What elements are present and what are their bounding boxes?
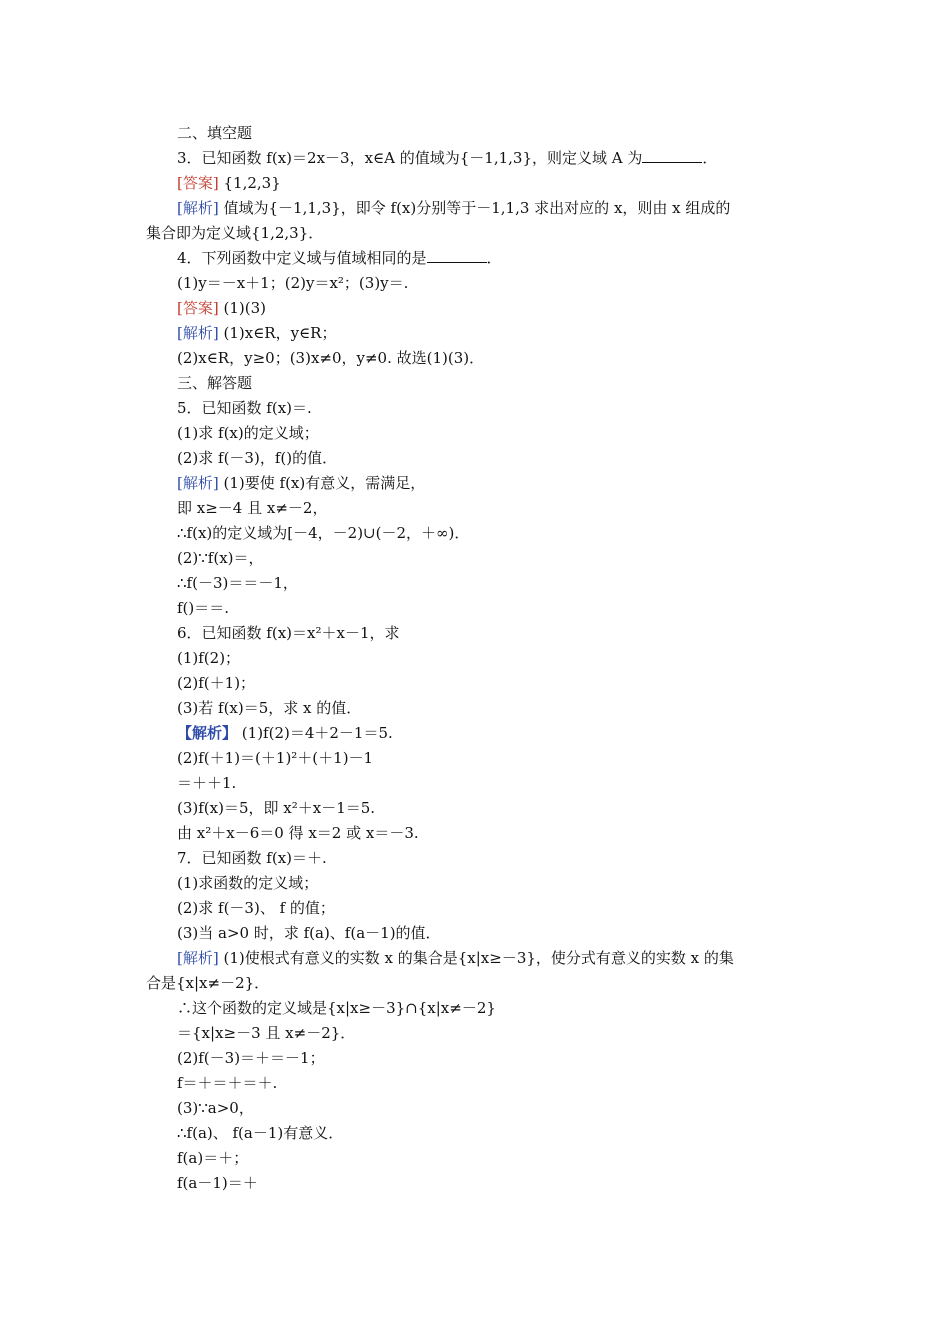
question-6-part1: (1)f(2)； [177, 649, 241, 667]
question-5-part1: (1)求 f(x)的定义域； [177, 424, 319, 442]
analysis-5-line1: [解析] (1)要使 f(x)有意义，需满足， [177, 474, 426, 492]
analysis-6-line3: ＝＋＋1. [177, 774, 237, 792]
answer-3: [答案] {1,2,3} [177, 174, 281, 192]
question-6-part2: (2)f(＋1)； [177, 674, 256, 692]
analysis-3-line1: [解析] 值域为{－1,1,3}，即令 f(x)分别等于－1,1,3 求出对应的 x，则由 x 组成的 [177, 199, 731, 217]
question-3: 3．已知函数 f(x)＝2x－3，x∈A 的值域为{－1,1,3}，则定义域 A 为 ． [177, 149, 718, 167]
analysis-5-line5: ∴f(－3)＝＝－1， [177, 574, 298, 592]
analysis-7-line1: [解析] (1)使根式有意义的实数 x 的集合是{x|x≥－3}，使分式有意义的实数 x 的集 [177, 949, 734, 967]
analysis-tag: [解析] [177, 474, 219, 492]
analysis-7-line8: ∴f(a)、 f(a－1)有意义． [177, 1124, 344, 1142]
analysis-7-line7: (3)∵a>0， [177, 1099, 254, 1117]
analysis-4-line1: [解析] (1)x∈R，y∈R； [177, 324, 337, 342]
analysis-tag: [解析] [177, 199, 219, 217]
analysis-4-line2: (2)x∈R，y≥0；(3)x≠0，y≠0. 故选(1)(3)． [177, 349, 485, 367]
analysis-5-line6: f()＝＝. [177, 599, 230, 617]
analysis-6-line1: 【解析】 (1)f(2)＝4＋2－1＝5. [177, 724, 393, 742]
question-5-part2: (2)求 f(－3)，f()的值． [177, 449, 338, 467]
answer-blank [427, 250, 487, 263]
question-4-options: (1)y＝－x＋1；(2)y＝x²；(3)y＝. [177, 274, 409, 292]
section-heading-solve: 三、解答题 [177, 374, 253, 392]
analysis-tag: [解析] [177, 324, 219, 342]
analysis-6-line4: (3)f(x)＝5，即 x²＋x－1＝5. [177, 799, 376, 817]
analysis-7-line6: f＝＋＝＋＝＋. [177, 1074, 278, 1092]
analysis-tag: 【解析】 [177, 724, 238, 742]
analysis-5-line3: ∴f(x)的定义域为[－4，－2)∪(－2，＋∞)． [177, 524, 470, 542]
question-7-part1: (1)求函数的定义域； [177, 874, 319, 892]
answer-4: [答案] (1)(3) [177, 299, 266, 317]
analysis-7-line3: ∴这个函数的定义域是{x|x≥－3}∩{x|x≠－2} [177, 999, 496, 1017]
question-6-part3: (3)若 f(x)＝5，求 x 的值． [177, 699, 362, 717]
analysis-7-line2: 合是{x|x≠－2}． [146, 974, 270, 992]
analysis-7-line10: f(a－1)＝＋ [177, 1174, 258, 1192]
question-4: 4．下列函数中定义域与值域相同的是 ． [177, 249, 502, 267]
answer-blank [642, 150, 702, 163]
question-7: 7．已知函数 f(x)＝＋. [177, 849, 327, 867]
question-5: 5．已知函数 f(x)＝. [177, 399, 312, 417]
analysis-tag: [解析] [177, 949, 219, 967]
analysis-6-line5: 由 x²＋x－6＝0 得 x＝2 或 x＝－3. [177, 824, 419, 842]
analysis-7-line5: (2)f(－3)＝＋＝－1； [177, 1049, 325, 1067]
analysis-7-line9: f(a)＝＋； [177, 1149, 249, 1167]
analysis-5-line4: (2)∵f(x)＝， [177, 549, 264, 567]
analysis-7-line4: ＝{x|x≥－3 且 x≠－2}． [177, 1024, 356, 1042]
answer-tag: [答案] [177, 174, 219, 192]
question-7-part2: (2)求 f(－3)、 f 的值； [177, 899, 335, 917]
section-heading-fill-in: 二、填空题 [177, 124, 253, 142]
question-6: 6．已知函数 f(x)＝x²＋x－1，求 [177, 624, 400, 642]
question-7-part3: (3)当 a>0 时，求 f(a)、f(a－1)的值． [177, 924, 441, 942]
analysis-5-line2: 即 x≥－4 且 x≠－2， [177, 499, 328, 517]
analysis-6-line2: (2)f(＋1)＝(＋1)²＋(＋1)－1 [177, 749, 374, 767]
answer-tag: [答案] [177, 299, 219, 317]
analysis-3-line2: 集合即为定义域{1,2,3}． [146, 224, 324, 242]
